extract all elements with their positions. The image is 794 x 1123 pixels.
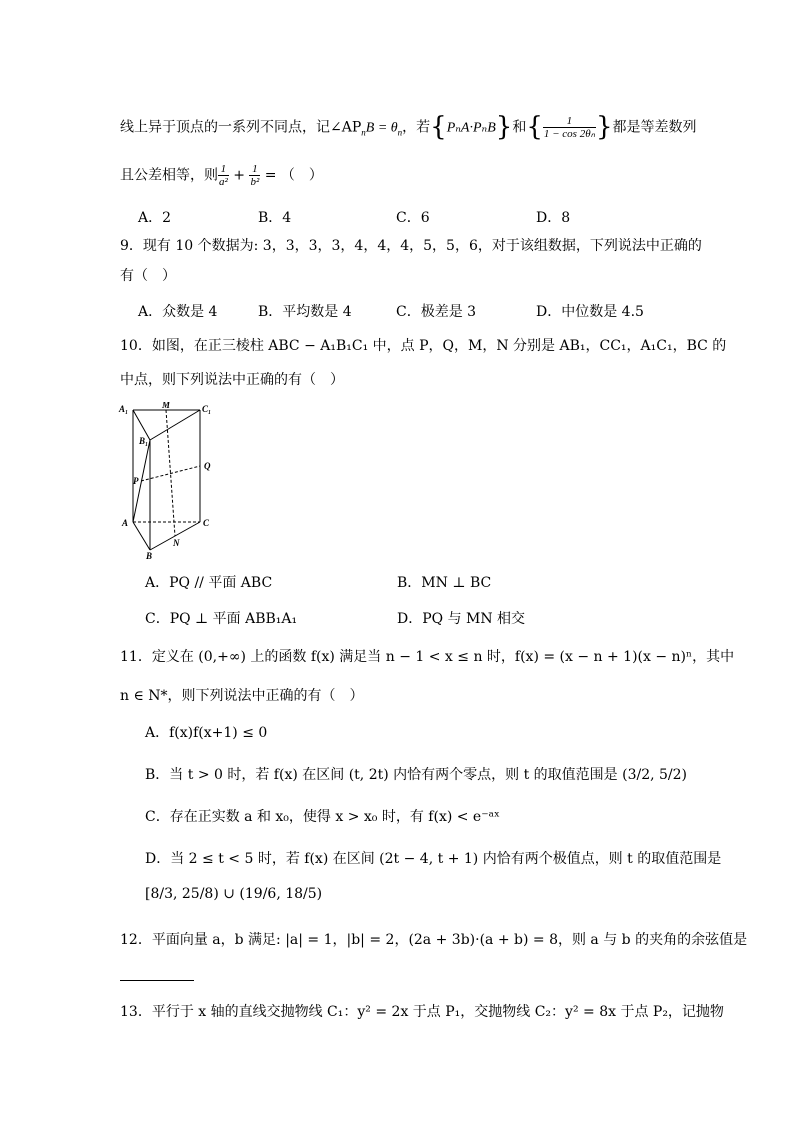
q8-option-b: B．4 [258, 210, 292, 226]
q8-frac-a-num: 1 [218, 163, 229, 176]
q8-brace-close2: } [595, 112, 613, 142]
q9-line2: 有（ ） [120, 268, 176, 284]
label-m: M [162, 402, 171, 410]
q11-option-c: C．存在正实数 a 和 x₀，使得 x > x₀ 时，有 f(x) < e⁻ᵃˣ [145, 809, 500, 825]
q8-frac-den: 1 − cos 2θₙ [543, 128, 595, 141]
q8-text-d: 和 [512, 119, 527, 136]
q8-frac-a [218, 163, 229, 188]
label-a: A [122, 518, 129, 528]
q8-option-c: C．6 [396, 210, 430, 226]
q11-option-d: D．当 2 ≤ t < 5 时，若 f(x) 在区间 (2t − 4, t + 1) 内恰有两个极值点，则 t 的取值范围是 [145, 851, 722, 867]
q9-option-b: B．平均数是 4 [258, 304, 352, 320]
q8-sub-n: n [361, 127, 366, 138]
prism-figure [118, 402, 218, 562]
q10-line1: 10．如图，在正三棱柱 ABC − A₁B₁C₁ 中，点 P，Q，M，N 分别是 AB₁，CC₁，A₁C₁，BC 的 [120, 338, 727, 354]
q8-frac-a-den: a² [219, 176, 228, 189]
label-c1: C₁ [202, 404, 212, 414]
q8-text-c: ，若 [402, 119, 431, 136]
q8-frac-b-num: 1 [249, 163, 260, 176]
q11-line2: n ∈ N*，则下列说法中正确的有（ ） [120, 688, 364, 704]
q11-option-b: B．当 t > 0 时，若 f(x) 在区间 (t, 2t) 内恰有两个零点，则 t 的取值范围是 (3/2, 5/2) [145, 767, 687, 783]
label-c: C [203, 518, 210, 528]
edge-b1-c1 [150, 410, 200, 440]
label-q: Q [204, 461, 211, 471]
q12-answer-blank[interactable] [120, 980, 194, 981]
q8-frac-num: 1 [543, 115, 596, 128]
q8-frac-b [249, 163, 260, 188]
q8-line2: 且公差相等，则 $\frac{1}{\text{a²}}$ + $\frac{1}{\text{b²}}$ = （ ） [120, 163, 323, 189]
label-b: B [146, 551, 153, 561]
q8-fraction [543, 115, 596, 140]
q9-line1: 9．现有 10 个数据为: 3，3，3，3，4，4，4，5，5，6，对于该组数据，下列说法中正确的 [120, 238, 702, 254]
q8-text-a: 线上异于顶点的一系列不同点，记∠AP [120, 119, 362, 136]
q8-answer-blank: = （ ） [264, 167, 323, 184]
q8-brace-open2: { [526, 112, 543, 142]
q8-vector-expr: PₙA·PₙB [446, 120, 496, 136]
label-a1: A₁ [119, 404, 129, 414]
q12-line1: 12．平面向量 a，b 满足: |a| = 1，|b| = 2，(2a + 3b)·(a + b) = 8，则 a 与 b 的夹角的余弦值是 [120, 932, 748, 948]
q8-brace-close: } [495, 112, 513, 142]
q11-option-a: A．f(x)f(x+1) ≤ 0 [145, 725, 268, 741]
q8-text-e: 都是等差数列 [612, 119, 697, 136]
q8-line1 [120, 112, 697, 143]
q8-sub-n2: n [397, 127, 403, 138]
q8-option-d: D．8 [536, 210, 571, 226]
q9-option-d: D．中位数是 4.5 [536, 304, 644, 320]
label-b1: B₁ [139, 436, 149, 446]
q9-option-a: A．众数是 4 [138, 304, 218, 320]
q10-option-a: A．PQ // 平面 ABC [145, 575, 273, 591]
q13-line1: 13．平行于 x 轴的直线交抛物线 C₁：y² = 2x 于点 P₁，交抛物线 C₂：y² = 8x 于点 P₂，记抛物 [120, 1004, 724, 1020]
q8-option-a: A．2 [138, 210, 172, 226]
q10-option-c: C．PQ ⊥ 平面 ABB₁A₁ [145, 611, 298, 627]
q9-option-c: C．极差是 3 [396, 304, 477, 320]
q11-option-d-range: [8/3, 25/8) ∪ (19/6, 18/5) [145, 886, 323, 902]
q11-line1: 11．定义在 (0,+∞) 上的函数 f(x) 满足当 n − 1 < x ≤ n 时，f(x) = (x − n + 1)(x − n)ⁿ，其中 [120, 649, 735, 665]
q10-option-b: B．MN ⊥ BC [397, 575, 492, 591]
q10-line2: 中点，则下列说法中正确的有（ ） [120, 372, 344, 388]
label-n: N [173, 538, 180, 548]
q8-text-b: B = θ [365, 120, 398, 136]
edge-a-b [133, 522, 150, 550]
q8-brace-open: { [430, 112, 447, 142]
q8-line2-text: 且公差相等，则 [120, 167, 218, 184]
q8-frac-b-den: b² [250, 176, 260, 189]
label-p: P [133, 476, 139, 486]
q10-option-d: D．PQ 与 MN 相交 [397, 611, 526, 627]
